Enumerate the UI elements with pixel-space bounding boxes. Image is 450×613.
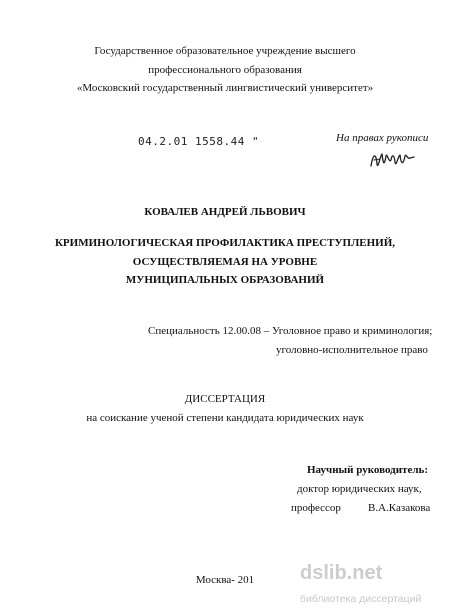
watermark-logo: dslib.net (300, 562, 383, 584)
registration-stamp: 04.2.01 1558.44 " (138, 135, 260, 148)
supervisor-degree: доктор юридических наук, (297, 483, 422, 495)
specialty-line-2: уголовно-исполнительное право (276, 344, 428, 356)
institution-line-3: «Московский государственный лингвистический университет» (76, 82, 374, 94)
supervisor-heading: Научный руководитель: (307, 464, 428, 476)
thesis-title-line-1: КРИМИНОЛОГИЧЕСКАЯ ПРОФИЛАКТИКА ПРЕСТУПЛЕНИЙ, (54, 237, 396, 249)
institution-line-2: профессионального образования (148, 64, 302, 76)
thesis-title-line-2: ОСУЩЕСТВЛЯЕМАЯ НА УРОВНЕ (132, 256, 318, 268)
watermark-tagline: библиотека диссертаций (300, 593, 422, 605)
specialty-line-1: Специальность 12.00.08 – Уголовное право и криминология; (148, 325, 433, 337)
dissertation-heading: ДИССЕРТАЦИЯ (184, 393, 266, 405)
city-year: Москва- 201 (195, 574, 255, 586)
thesis-title-line-3: МУНИЦИПАЛЬНЫХ ОБРАЗОВАНИЙ (125, 274, 325, 286)
manuscript-rights-label: На правах рукописи (336, 132, 429, 144)
signature-icon (368, 146, 416, 172)
author-name: КОВАЛЕВ АНДРЕЙ ЛЬВОВИЧ (144, 206, 306, 218)
watermark (300, 562, 450, 612)
supervisor-rank: профессор (291, 502, 341, 514)
institution-line-1: Государственное образовательное учреждение высшего (94, 45, 356, 57)
supervisor-name: В.А.Казакова (368, 502, 431, 514)
degree-purpose: на соискание ученой степени кандидата юридических наук (86, 412, 364, 424)
